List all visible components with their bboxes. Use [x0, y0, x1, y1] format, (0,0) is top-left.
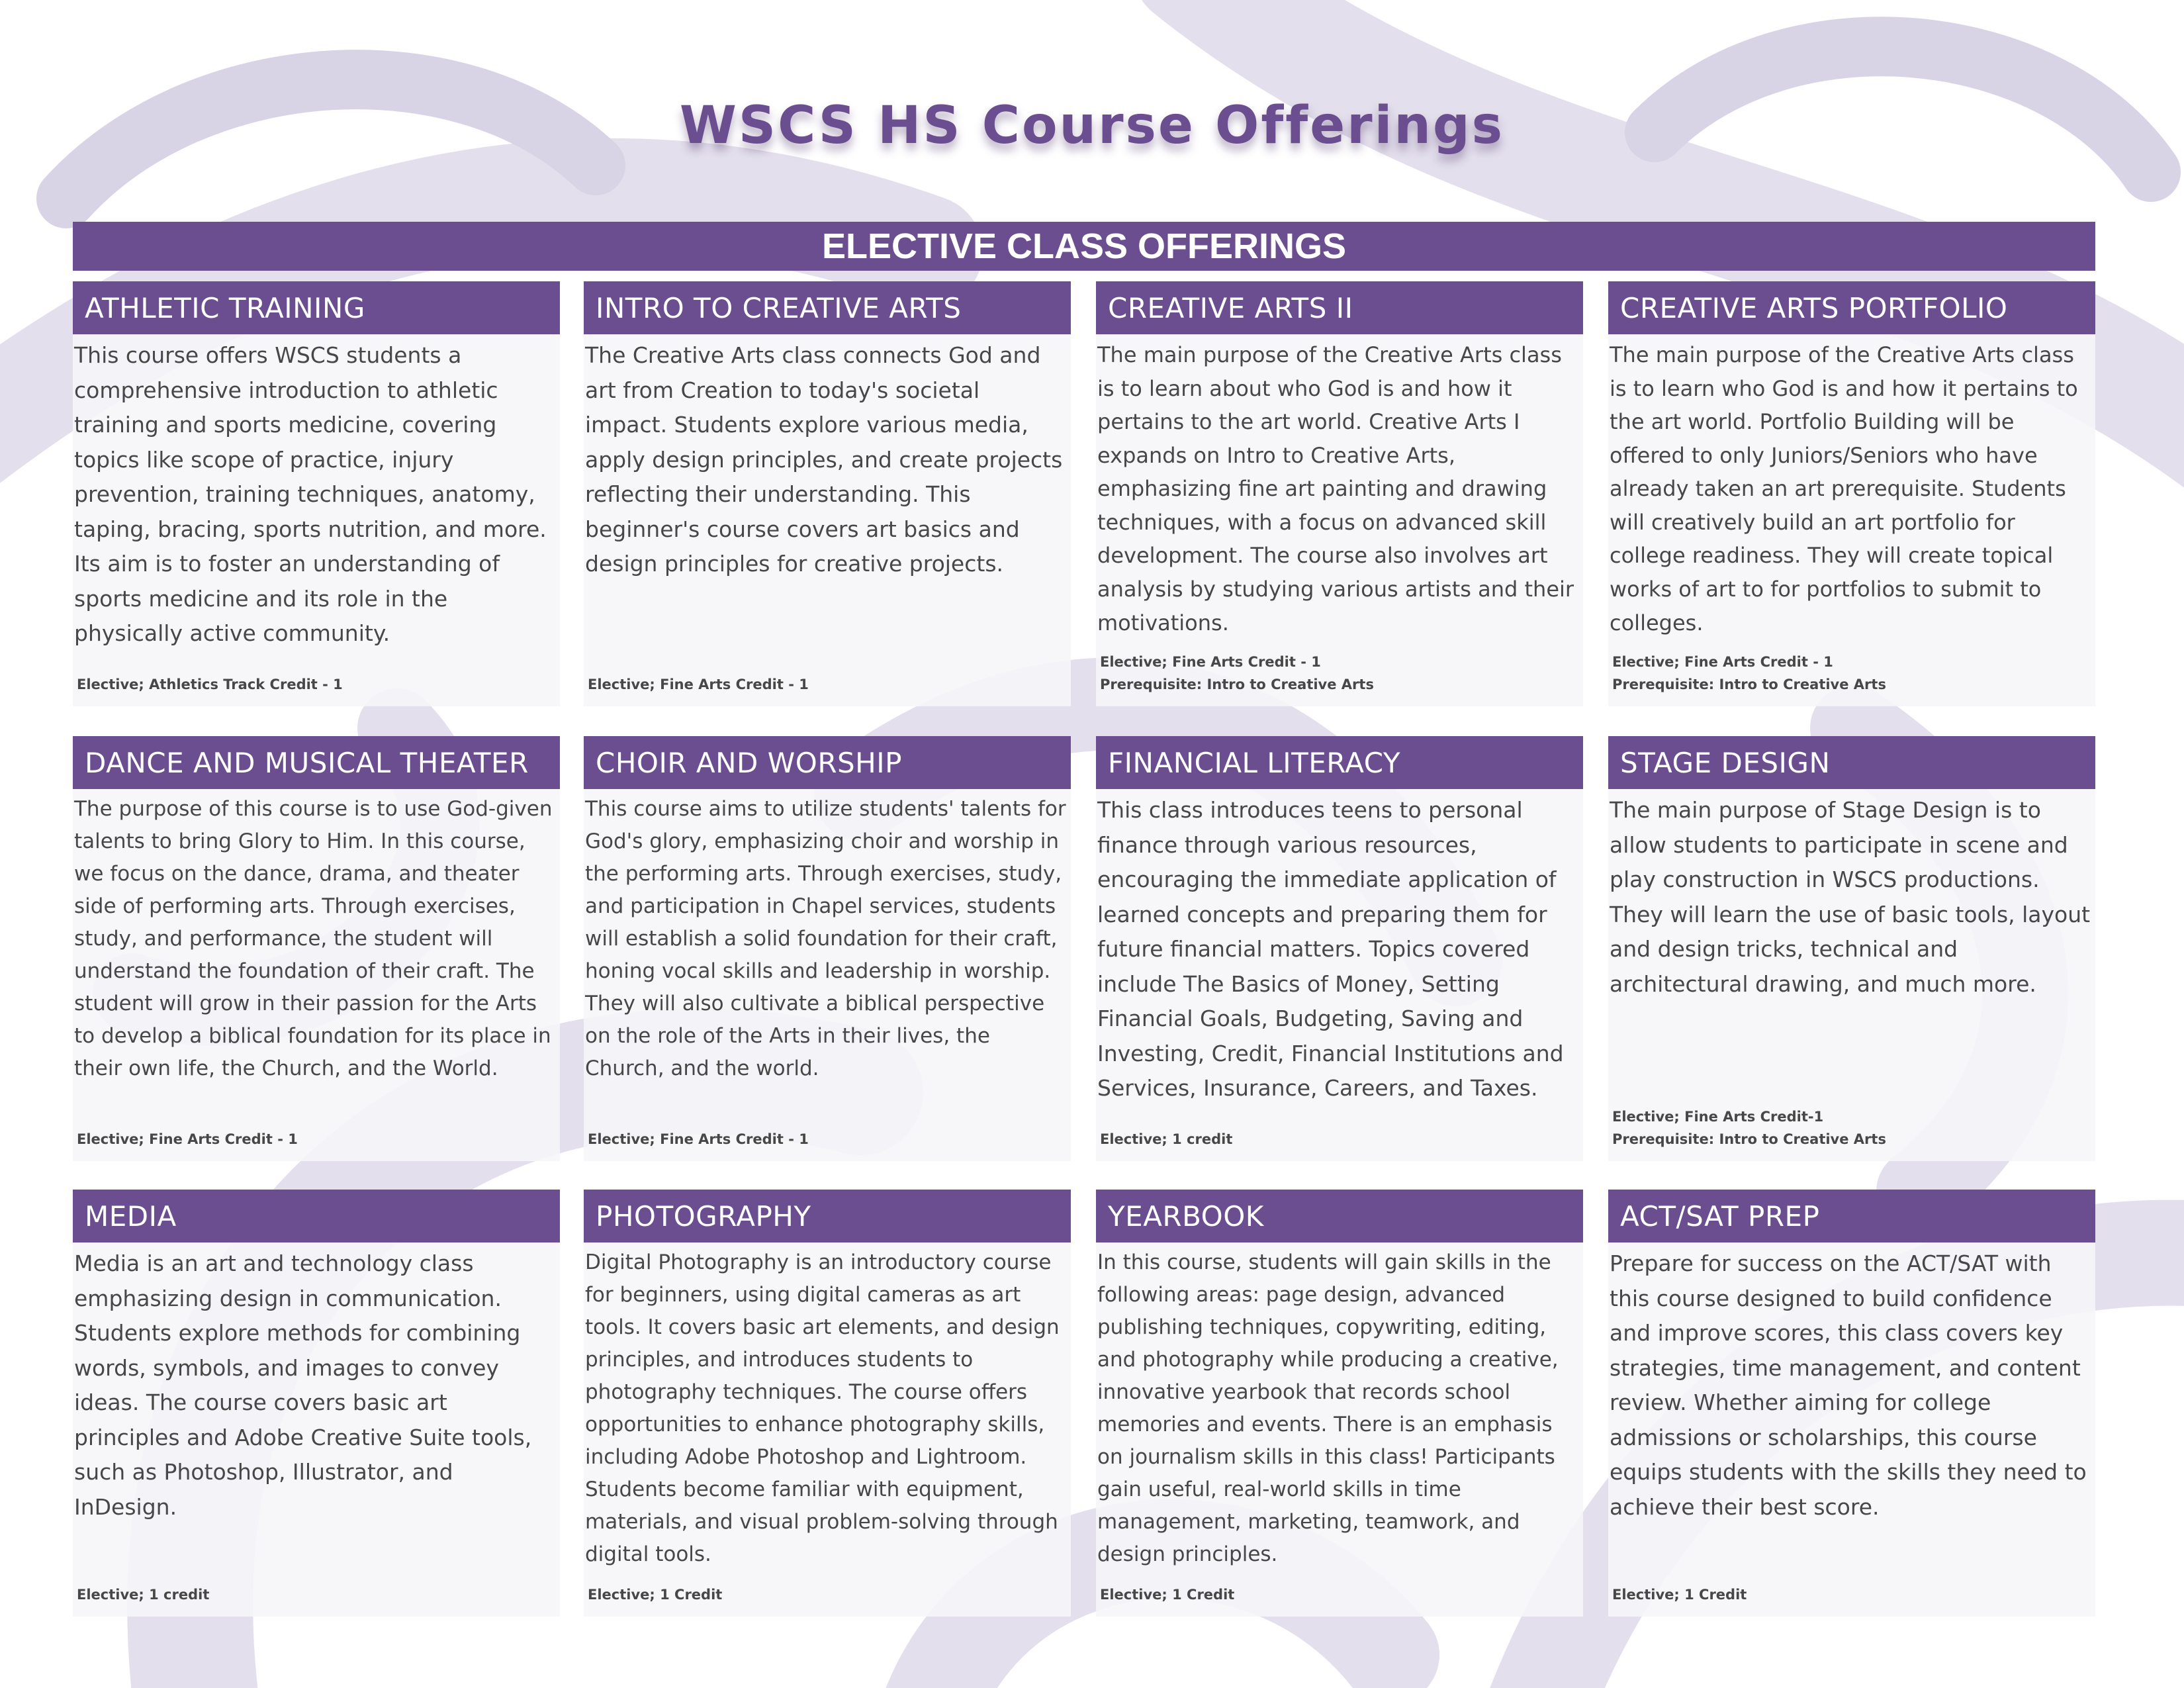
course-description: This course offers WSCS students a comprehensive introduction to athletic training and sports medicine, covering topics like scope of practice, injury prevention, training techniques, anatomy, taping, bracing, sports nutrition, and more. Its aim is to foster an understanding of sports medicine and its role in the physically active community. — [74, 342, 547, 646]
course-footer — [1100, 1583, 1234, 1606]
course-description: In this course, students will gain skills in the following areas: page design, advanced publishing techniques, copywriting, editing, and photography while producing a creative, innovative yearbook that records school memories and events. There is an emphasis on journalism skills in this class! Participants gain useful, real-world skills in time management, marketing, teamwork, and design principles. — [1097, 1250, 1559, 1566]
course-card — [1608, 1190, 2095, 1617]
course-footer — [77, 1583, 209, 1606]
course-title: STAGE DESIGN — [1608, 736, 2095, 789]
course-card — [73, 281, 560, 706]
course-credit: Elective; Fine Arts Credit - 1 — [77, 1131, 298, 1147]
course-description: The Creative Arts class connects God and art from Creation to today's societal impact. Students explore various media, apply design principles, and create projects reflecting their understanding. This beginner's course covers art basics and design principles for creative projects. — [585, 342, 1063, 577]
course-credit: Elective; Fine Arts Credit-1 — [1612, 1109, 1824, 1125]
course-footer — [1612, 651, 1886, 696]
course-credit: Elective; 1 Credit — [588, 1587, 723, 1603]
course-credit: Elective; 1 Credit — [1100, 1587, 1235, 1603]
course-footer — [588, 673, 809, 696]
course-title: YEARBOOK — [1096, 1190, 1583, 1243]
course-description: Prepare for success on the ACT/SAT with this course designed to build confidence and improve scores, this class covers key strategies, time management, and content review. Whether aiming for college admissions or scholarships, this course equips students with the skills they need to achieve their best score. — [1610, 1250, 2087, 1520]
course-title: INTRO TO CREATIVE ARTS — [584, 281, 1071, 334]
course-card — [1096, 736, 1583, 1161]
course-title: CREATIVE ARTS PORTFOLIO — [1608, 281, 2095, 334]
course-description: Digital Photography is an introductory course for beginners, using digital cameras as art tools. It covers basic art elements, and design principles, and introduces students to photography techniques. The course offers opportunities to enhance photography skills, including Adobe Photoshop and Lightroom. Students become familiar with equipment, materials, and visual problem-solving through digital tools. — [585, 1250, 1060, 1566]
course-card — [1096, 281, 1583, 706]
course-description: The main purpose of the Creative Arts class is to learn who God is and how it pertains to the art world. Portfolio Building will be offered to only Juniors/Seniors who have already taken an art prerequisite. Students will creatively build an art portfolio for college readiness. They will create topical works of art to for portfolios to submit to colleges. — [1610, 342, 2078, 635]
course-prerequisite: Prerequisite: Intro to Creative Arts — [1612, 1131, 1886, 1147]
course-title: CHOIR AND WORSHIP — [584, 736, 1071, 789]
course-title: ACT/SAT PREP — [1608, 1190, 2095, 1243]
course-card — [73, 1190, 560, 1617]
course-credit: Elective; 1 credit — [1100, 1131, 1233, 1147]
course-card — [584, 281, 1071, 706]
course-footer — [77, 1128, 298, 1150]
course-description: This class introduces teens to personal finance through various resources, encouraging the immediate application of learned concepts and preparing them for future financial matters. Topics covered include The Basics of Money, Setting Financial Goals, Budgeting, Saving and Investing, Credit, Financial Institutions and Services, Insurance, Careers, and Taxes. — [1097, 797, 1564, 1101]
course-credit: Elective; Fine Arts Credit - 1 — [588, 1131, 809, 1147]
course-footer — [77, 673, 343, 696]
course-card — [584, 736, 1071, 1161]
course-credit: Elective; Fine Arts Credit - 1 — [588, 677, 809, 692]
course-footer — [1612, 1583, 1747, 1606]
section-heading: ELECTIVE CLASS OFFERINGS — [73, 222, 2095, 271]
course-description: This course aims to utilize students' talents for God's glory, emphasizing choir and worship in the performing arts. Through exercises, study, and participation in Chapel services, students will establish a solid foundation for their craft, honing vocal skills and leadership in worship. They will also cultivate a biblical perspective on the role of the Arts in their lives, the Church, and the world. — [585, 797, 1066, 1080]
course-description: The main purpose of the Creative Arts class is to learn about who God is and how it pertains to the art world. Creative Arts I expands on Intro to Creative Arts, emphasizing fine art painting and drawing techniques, with a focus on advanced skill development. The course also involves art analysis by studying various artists and their motivations. — [1097, 342, 1574, 635]
course-footer — [588, 1128, 809, 1150]
course-card — [73, 736, 560, 1161]
course-title: FINANCIAL LITERACY — [1096, 736, 1583, 789]
course-footer — [588, 1583, 722, 1606]
course-description: The main purpose of Stage Design is to allow students to participate in scene and play construction in WSCS productions. They will learn the use of basic tools, layout and design tricks, technical and architectural drawing, and much more. — [1610, 797, 2091, 997]
course-title: PHOTOGRAPHY — [584, 1190, 1071, 1243]
course-card — [1608, 281, 2095, 706]
course-title: ATHLETIC TRAINING — [73, 281, 560, 334]
course-credit: Elective; 1 Credit — [1612, 1587, 1747, 1603]
course-credit: Elective; 1 credit — [77, 1587, 210, 1603]
course-title: CREATIVE ARTS II — [1096, 281, 1583, 334]
course-credit: Elective; Fine Arts Credit - 1 — [1612, 654, 1833, 670]
page-title: WSCS HS Course Offerings — [679, 96, 1505, 156]
course-footer — [1100, 1128, 1232, 1150]
course-credit: Elective; Athletics Track Credit - 1 — [77, 677, 343, 692]
course-description: The purpose of this course is to use God-given talents to bring Glory to Him. In this course, we focus on the dance, drama, and theater side of performing arts. Through exercises, study, and performance, the student will understand the foundation of their craft. The student will grow in their passion for the Arts to develop a biblical foundation for its place in their own life, the Church, and the World. — [74, 797, 553, 1080]
course-credit: Elective; Fine Arts Credit - 1 — [1100, 654, 1321, 670]
course-footer — [1612, 1105, 1886, 1150]
course-footer — [1100, 651, 1374, 696]
course-card — [584, 1190, 1071, 1617]
course-title: DANCE AND MUSICAL THEATER — [73, 736, 560, 789]
course-description: Media is an art and technology class emphasizing design in communication. Students explore methods for combining words, symbols, and images to convey ideas. The course covers basic art principles and Adobe Creative Suite tools, such as Photoshop, Illustrator, and InDesign. — [74, 1250, 532, 1520]
course-card — [1096, 1190, 1583, 1617]
course-prerequisite: Prerequisite: Intro to Creative Arts — [1612, 677, 1886, 692]
course-card — [1608, 736, 2095, 1161]
course-prerequisite: Prerequisite: Intro to Creative Arts — [1100, 677, 1374, 692]
course-title: MEDIA — [73, 1190, 560, 1243]
